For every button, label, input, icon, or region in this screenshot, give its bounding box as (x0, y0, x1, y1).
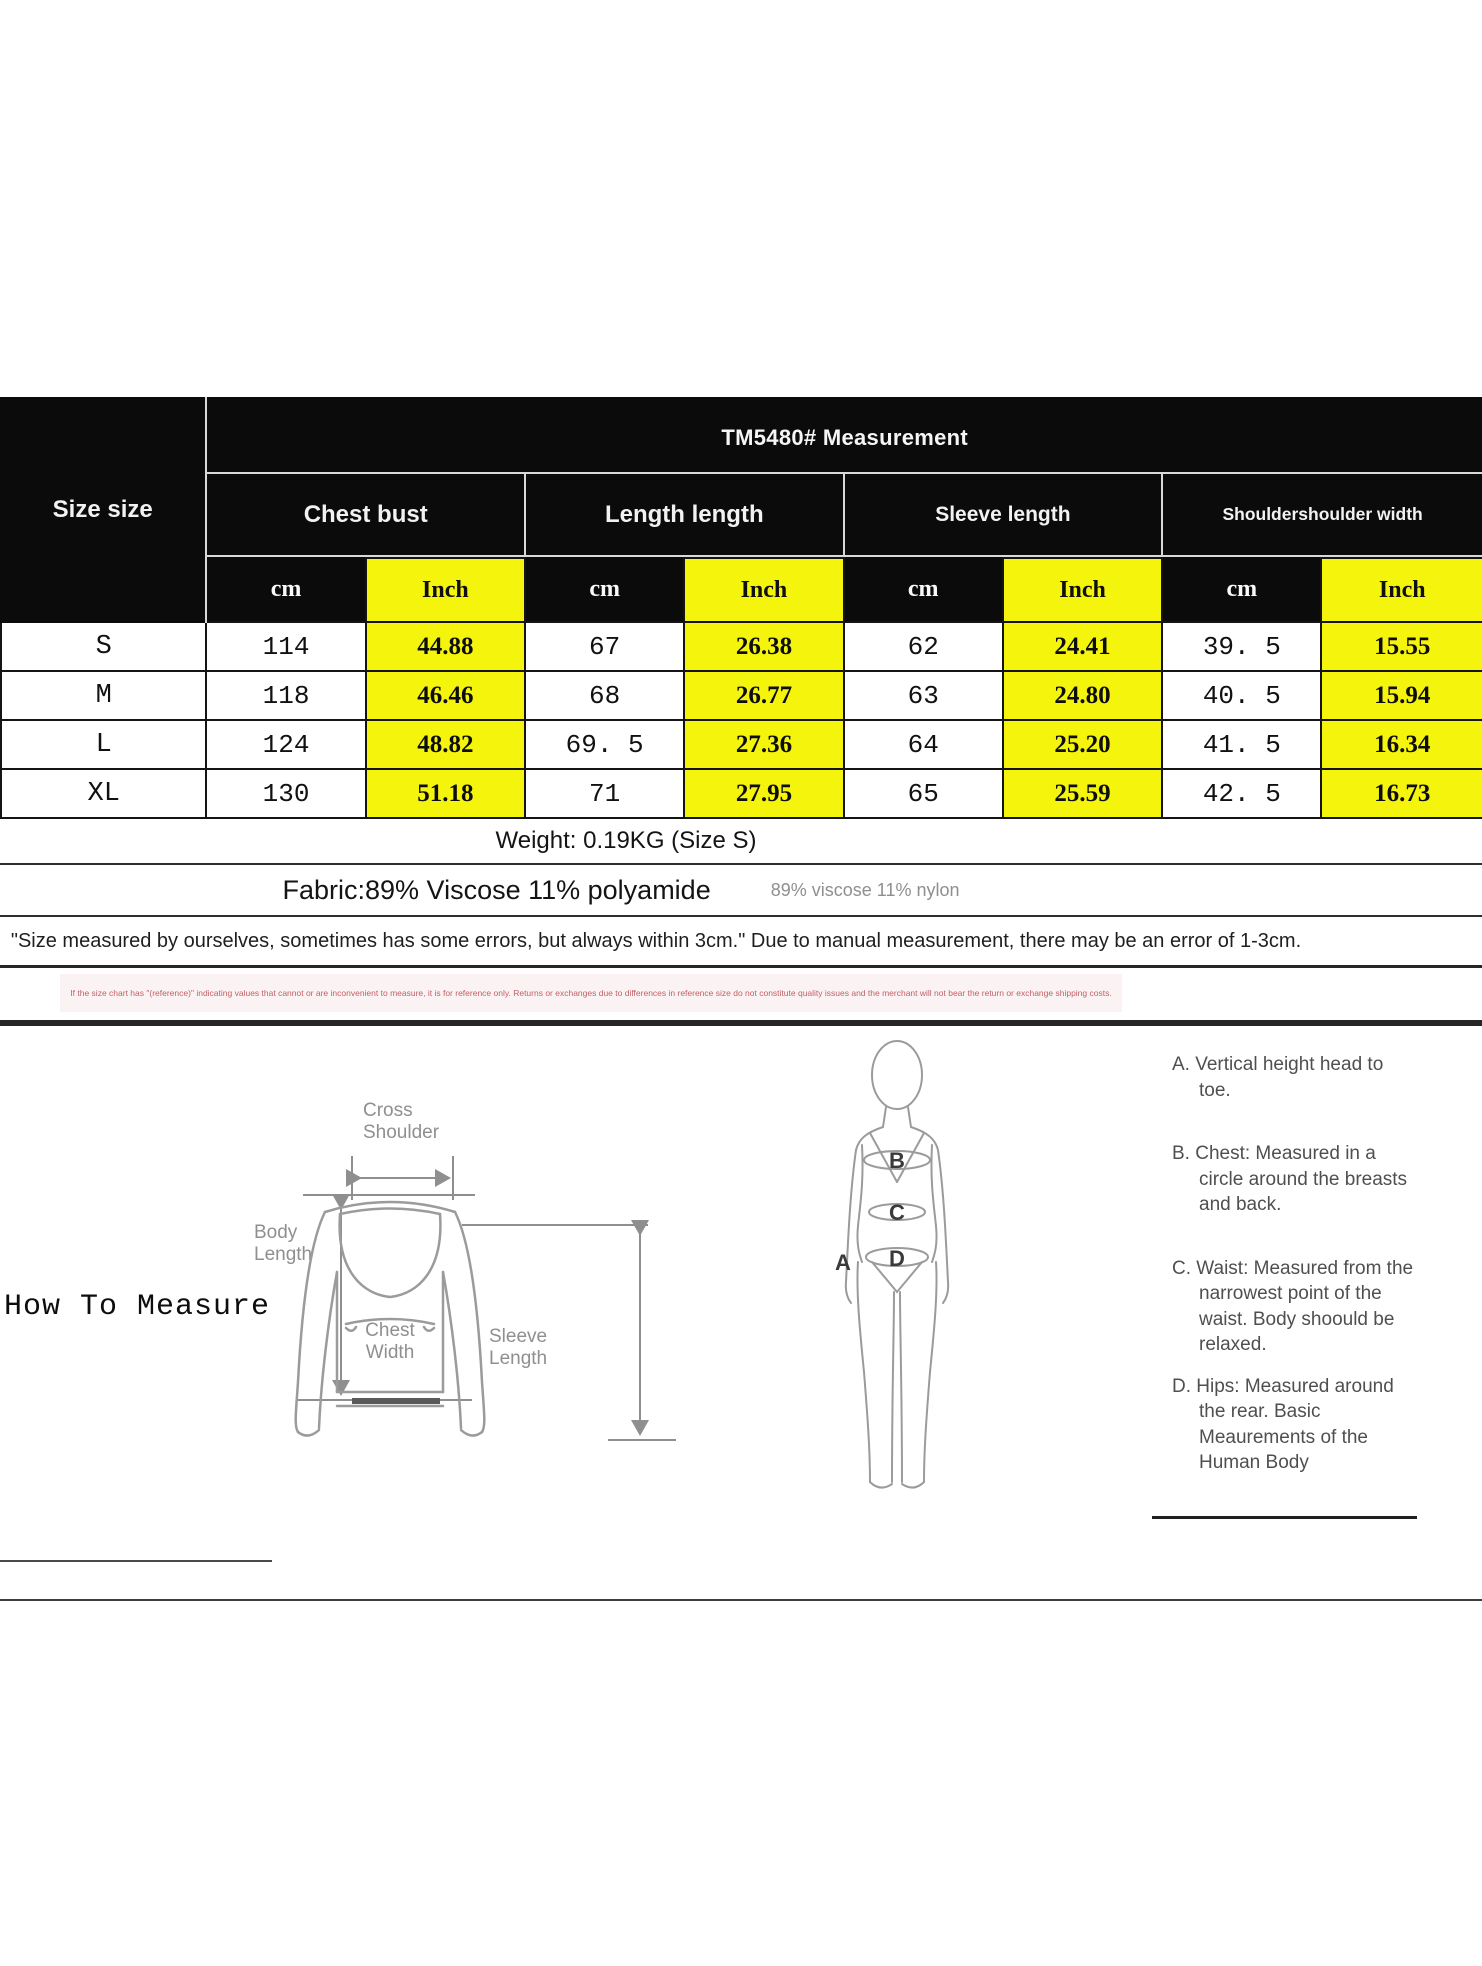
unit-header-cm: cm (526, 557, 685, 623)
size-row (0, 721, 1482, 770)
section-divider (0, 1020, 1482, 1026)
body-figure-diagram (810, 1030, 1050, 1500)
fineprint-row (0, 968, 1482, 1018)
unit-header-inch: Inch (367, 557, 526, 623)
unit-header-inch: Inch (1004, 557, 1163, 623)
measure-annotation: D. Hips: Measured around the rear. Basic Meaurements of the Human Body (1172, 1375, 1394, 1473)
size-row (0, 623, 1482, 672)
column-group-length: Length length (526, 472, 845, 557)
inch-value-cell: 26.38 (685, 623, 844, 672)
inch-value-cell: 46.46 (367, 672, 526, 721)
measure-annotation: A. Vertical height head to toe. (1172, 1054, 1384, 1101)
cm-value-cell: 114 (207, 623, 366, 672)
inch-value-cell: 27.36 (685, 721, 844, 770)
inch-value-cell: 25.20 (1004, 721, 1163, 770)
inch-value-cell: 44.88 (367, 623, 526, 672)
cm-value-cell: 130 (207, 770, 366, 819)
bottom-divider-full (0, 1599, 1482, 1601)
fabric-text: Fabric:89% Viscose 11% polyamide (282, 874, 711, 905)
cm-value-cell: 62 (845, 623, 1004, 672)
how-to-measure-heading: How To Measure (4, 1290, 271, 1324)
column-group-sleeve: Sleeve length (845, 472, 1164, 557)
measure-guides (298, 1156, 676, 1440)
figure-letter-c: C (889, 1200, 905, 1225)
chest-width-label-line2: Width (365, 1342, 415, 1363)
figure-letter-d: D (889, 1246, 905, 1271)
measure-annotation: B. Chest: Measured in a circle around the breasts and back. (1172, 1143, 1408, 1215)
inch-value-cell: 15.94 (1322, 672, 1482, 721)
fabric-alt-text: 89% viscose 11% nylon (770, 879, 960, 900)
size-row (0, 672, 1482, 721)
cm-value-cell: 68 (526, 672, 685, 721)
size-table (0, 397, 1482, 819)
size-label-cell: S (0, 623, 207, 672)
cross-shoulder-label-line2: Shoulder (363, 1122, 440, 1143)
chest-width-label-line1: Chest (365, 1320, 415, 1341)
cross-shoulder-label-line1: Cross (363, 1100, 413, 1121)
annotation-underline (1152, 1516, 1417, 1519)
size-row (0, 770, 1482, 819)
cm-value-cell: 40. 5 (1163, 672, 1322, 721)
sleeve-length-label-line2: Length (489, 1348, 548, 1369)
cm-value-cell: 63 (845, 672, 1004, 721)
disclaimer-text: "Size measured by ourselves, sometimes has some errors, but always within 3cm." Due to manual measurement, there may be an error of 1-3cm. (10, 929, 1302, 952)
weight-text: Weight: 0.19KG (Size S) (495, 827, 757, 854)
garment-diagram (240, 1080, 720, 1460)
unit-header-cm: cm (207, 557, 366, 623)
cm-value-cell: 65 (845, 770, 1004, 819)
size-label-cell: XL (0, 770, 207, 819)
cm-value-cell: 67 (526, 623, 685, 672)
inch-value-cell: 25.59 (1004, 770, 1163, 819)
sleeve-length-label-line1: Sleeve (489, 1326, 548, 1347)
measurement-annotations (1172, 1052, 1416, 1476)
cm-value-cell: 42. 5 (1163, 770, 1322, 819)
measure-annotation: C. Waist: Measured from the narrowest point of the waist. Body shoould be relaxed. (1172, 1257, 1414, 1355)
fabric-row (0, 865, 1482, 917)
unit-header-inch: Inch (1322, 557, 1482, 623)
inch-value-cell: 51.18 (367, 770, 526, 819)
body-length-label-line1: Body (254, 1222, 298, 1243)
inch-value-cell: 48.82 (367, 721, 526, 770)
inch-value-cell: 15.55 (1322, 623, 1482, 672)
size-label-cell: L (0, 721, 207, 770)
cm-value-cell: 41. 5 (1163, 721, 1322, 770)
unit-header-cm: cm (845, 557, 1004, 623)
measurement-sheet (0, 397, 1482, 1026)
unit-header-cm: cm (1163, 557, 1322, 623)
cm-value-cell: 118 (207, 672, 366, 721)
size-label-cell: M (0, 672, 207, 721)
cm-value-cell: 69. 5 (526, 721, 685, 770)
inch-value-cell: 24.80 (1004, 672, 1163, 721)
bottom-divider-short (0, 1560, 272, 1562)
cm-value-cell: 124 (207, 721, 366, 770)
unit-header-inch: Inch (685, 557, 844, 623)
size-column-header: Size size (0, 397, 207, 623)
inch-value-cell: 16.73 (1322, 770, 1482, 819)
table-title: TM5480# Measurement (207, 397, 1482, 472)
cm-value-cell: 39. 5 (1163, 623, 1322, 672)
weight-row (0, 819, 1482, 865)
body-length-label-line2: Length (254, 1244, 313, 1265)
fineprint-text: If the size chart has "(reference)" indicating values that cannot or are inconvenient to measure, it is for reference only. Returns or exchanges due to differences in reference size do not constitute quality issues and the merchant will not bear the return or exchange shipping costs. (60, 974, 1121, 1012)
disclaimer-row (0, 917, 1482, 968)
inch-value-cell: 24.41 (1004, 623, 1163, 672)
inch-value-cell: 16.34 (1322, 721, 1482, 770)
cm-value-cell: 71 (526, 770, 685, 819)
column-group-chest: Chest bust (207, 472, 526, 557)
figure-letter-b: B (889, 1148, 905, 1173)
column-group-shoulder: Shouldershoulder width (1163, 472, 1482, 557)
inch-value-cell: 26.77 (685, 672, 844, 721)
figure-letter-a: A (835, 1250, 851, 1275)
inch-value-cell: 27.95 (685, 770, 844, 819)
cm-value-cell: 64 (845, 721, 1004, 770)
